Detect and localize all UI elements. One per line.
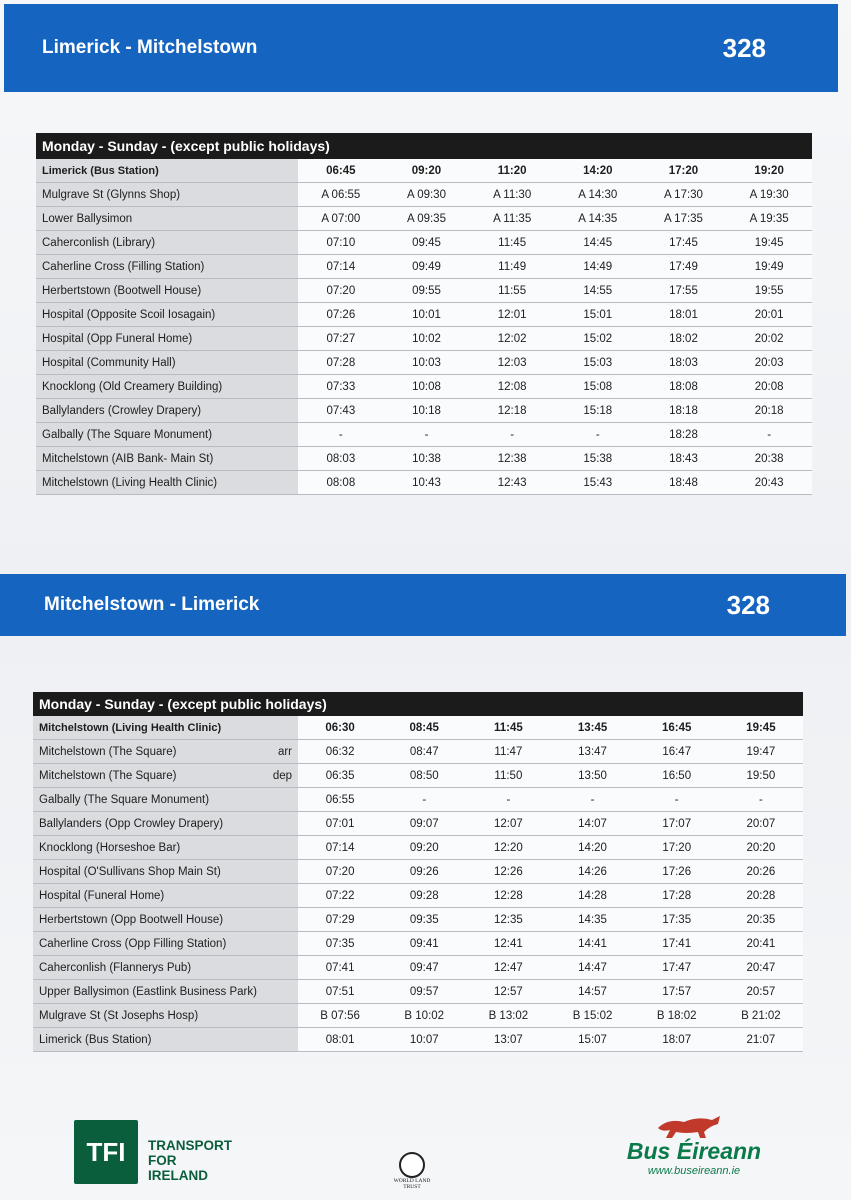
departure-time: 10:18 [384,399,470,423]
route-banner-inbound [0,574,846,636]
departure-time: - [635,788,719,812]
departure-time: 08:47 [382,740,466,764]
stop-label: Galbally (The Square Monument) [42,428,213,441]
departure-time: A 06:55 [298,183,384,207]
stop-name [36,207,298,231]
stop-label: Limerick (Bus Station) [39,1033,152,1046]
route-number: 328 [722,32,766,63]
departure-time: A 09:30 [384,183,470,207]
table-row [33,812,803,836]
table-row [36,471,812,495]
departure-time: 07:43 [298,399,384,423]
departure-time: 12:57 [466,980,550,1004]
departure-time: 14:49 [555,255,641,279]
departure-time: 09:57 [382,980,466,1004]
departure-time: 12:18 [469,399,555,423]
departure-time: 10:02 [384,327,470,351]
table-row [33,908,803,932]
departure-time: 18:18 [641,399,727,423]
departure-time: 20:08 [726,375,812,399]
departure-time: - [469,423,555,447]
departure-time: 06:45 [298,159,384,183]
departure-time: 07:22 [298,884,382,908]
departure-time: 14:35 [550,908,634,932]
stop-name [36,399,298,423]
table-header-row [33,716,803,740]
departure-time: A 14:35 [555,207,641,231]
departure-time: 17:28 [635,884,719,908]
departure-time: A 17:30 [641,183,727,207]
departure-time: A 11:30 [469,183,555,207]
departure-time: - [550,788,634,812]
departure-time: 12:26 [466,860,550,884]
departure-time: 14:20 [555,159,641,183]
stop-label: Hospital (Opposite Scoil Iosagain) [42,308,216,321]
departure-time: 18:28 [641,423,727,447]
departure-time: 08:08 [298,471,384,495]
departure-time: 14:55 [555,279,641,303]
departure-time: 21:07 [719,1028,803,1052]
stop-label: Hospital (Community Hall) [42,356,176,369]
departure-time: 18:48 [641,471,727,495]
departure-time: 11:20 [469,159,555,183]
stop-name [36,471,298,495]
stop-label: Ballylanders (Opp Crowley Drapery) [39,817,224,830]
departure-time: 08:45 [382,716,466,740]
table-row [36,303,812,327]
table-row [33,956,803,980]
bus-eireann-name: Bus Éireann [626,1138,762,1164]
departure-time: 07:20 [298,279,384,303]
departure-time: 11:47 [466,740,550,764]
stop-name [33,932,298,956]
tfi-line: IRELAND [148,1168,208,1183]
route-title: Limerick - Mitchelstown [42,37,258,58]
table-row [36,231,812,255]
days-label: Monday - Sunday - (except public holidays) [33,692,803,716]
departure-time: 18:08 [641,375,727,399]
departure-time: 07:28 [298,351,384,375]
arr-dep-label: dep [272,769,292,782]
departure-time: 07:27 [298,327,384,351]
departure-time: 09:35 [382,908,466,932]
world-land-trust-logo [388,1152,436,1188]
stop-name [33,884,298,908]
stop-name [36,351,298,375]
departure-time: A 19:35 [726,207,812,231]
table-row [36,255,812,279]
departure-time: 07:10 [298,231,384,255]
departure-time: 15:08 [555,375,641,399]
departure-time: 07:29 [298,908,382,932]
stop-label: Ballylanders (Crowley Drapery) [42,404,202,417]
stop-name [33,956,298,980]
stop-label: Mitchelstown (Living Health Clinic) [42,476,218,489]
departure-time: B 21:02 [719,1004,803,1028]
departure-time: 10:03 [384,351,470,375]
departure-time: 15:03 [555,351,641,375]
departure-time: - [466,788,550,812]
departure-time: 09:07 [382,812,466,836]
departure-time: A 19:30 [726,183,812,207]
stop-label: Caherconlish (Library) [42,236,156,249]
departure-time: 17:55 [641,279,727,303]
departure-time: 09:49 [384,255,470,279]
tfi-logo: TFI [74,1120,138,1184]
departure-time: 14:20 [550,836,634,860]
days-bar [36,133,812,159]
stop-name [33,1004,298,1028]
departure-time: 18:01 [641,303,727,327]
departure-time: 09:55 [384,279,470,303]
stop-name [33,1028,298,1052]
departure-time: 17:41 [635,932,719,956]
departure-time: 20:57 [719,980,803,1004]
departure-time: 18:03 [641,351,727,375]
departure-time: 10:07 [382,1028,466,1052]
stop-label: Hospital (Opp Funeral Home) [42,332,193,345]
table-row [36,327,812,351]
table-row [36,399,812,423]
departure-time: 17:57 [635,980,719,1004]
departure-time: 12:35 [466,908,550,932]
departure-time: 18:43 [641,447,727,471]
route-banner-outbound [4,4,838,92]
departure-time: 20:03 [726,351,812,375]
stop-name [33,764,298,788]
departure-time: 07:51 [298,980,382,1004]
departure-time: - [382,788,466,812]
stop-name [33,788,298,812]
stop-label: Lower Ballysimon [42,212,133,225]
stop-name [36,183,298,207]
table-row [36,279,812,303]
departure-time: 20:01 [726,303,812,327]
stop-name [36,375,298,399]
table-row [33,836,803,860]
departure-time: 06:35 [298,764,382,788]
departure-time: - [555,423,641,447]
departure-time: B 13:02 [466,1004,550,1028]
table-row [33,860,803,884]
departure-time: 12:43 [469,471,555,495]
departure-time: 20:47 [719,956,803,980]
departure-time: 12:20 [466,836,550,860]
departure-time: 19:45 [726,231,812,255]
departure-time: 11:49 [469,255,555,279]
departure-time: 18:07 [635,1028,719,1052]
departure-time: B 15:02 [550,1004,634,1028]
departure-time: 17:07 [635,812,719,836]
departure-time: 06:55 [298,788,382,812]
arr-dep-label: arr [277,745,292,758]
departure-time: 09:47 [382,956,466,980]
departure-time: 12:03 [469,351,555,375]
departure-time: 20:41 [719,932,803,956]
departure-time: 14:28 [550,884,634,908]
stop-label: Caherline Cross (Opp Filling Station) [39,937,227,950]
departure-time: 14:45 [555,231,641,255]
stop-label: Mitchelstown (The Square) [39,745,177,758]
departure-time: 12:28 [466,884,550,908]
departure-time: B 18:02 [635,1004,719,1028]
departure-time: 06:30 [298,716,382,740]
table-row [33,740,803,764]
stop-label: Caherline Cross (Filling Station) [42,260,205,273]
stop-name [33,980,298,1004]
stop-label: Mulgrave St (St Josephs Hosp) [39,1009,199,1022]
departure-time: 13:07 [466,1028,550,1052]
departure-time: 15:18 [555,399,641,423]
stop-label: Mulgrave St (Glynns Shop) [42,188,181,201]
days-bar [33,692,803,716]
departure-time: 20:20 [719,836,803,860]
table-row [36,351,812,375]
stop-name [33,860,298,884]
departure-time: 20:02 [726,327,812,351]
stop-label: Mitchelstown (Living Health Clinic) [39,721,222,734]
departure-time: B 10:02 [382,1004,466,1028]
stop-name [36,255,298,279]
departure-time: 13:47 [550,740,634,764]
departure-time: 07:20 [298,860,382,884]
stop-label: Upper Ballysimon (Eastlink Business Park) [39,985,257,998]
departure-time: - [384,423,470,447]
tfi-wordmark [148,1138,232,1183]
stop-label: Knocklong (Old Creamery Building) [42,380,223,393]
departure-time: 17:20 [635,836,719,860]
departure-time: 14:47 [550,956,634,980]
departure-time: A 17:35 [641,207,727,231]
departure-time: 09:28 [382,884,466,908]
departure-time: 07:01 [298,812,382,836]
departure-time: 07:33 [298,375,384,399]
departure-time: 07:35 [298,932,382,956]
departure-time: 09:26 [382,860,466,884]
table-row [33,884,803,908]
departure-time: 08:03 [298,447,384,471]
table-row [33,788,803,812]
departure-time: 20:38 [726,447,812,471]
departure-time: 06:32 [298,740,382,764]
departure-time: 17:47 [635,956,719,980]
departure-time: 12:41 [466,932,550,956]
timetable-outbound [36,133,812,495]
departure-time: 14:07 [550,812,634,836]
stop-name [36,447,298,471]
departure-time: 09:41 [382,932,466,956]
departure-time: 09:20 [384,159,470,183]
departure-time: 12:08 [469,375,555,399]
departure-time: 07:14 [298,255,384,279]
departure-time: 14:57 [550,980,634,1004]
departure-time: 20:07 [719,812,803,836]
tfi-line: FOR [148,1153,177,1168]
departure-time: 11:50 [466,764,550,788]
table-row [36,183,812,207]
departure-time: 07:26 [298,303,384,327]
departure-time: 20:43 [726,471,812,495]
departure-time: 11:55 [469,279,555,303]
departure-time: 14:41 [550,932,634,956]
departure-time: 20:18 [726,399,812,423]
route-number: 328 [726,589,770,620]
stop-name [36,423,298,447]
stop-name [33,740,298,764]
departure-time: 12:38 [469,447,555,471]
footer-logos [0,1100,851,1200]
red-setter-icon [654,1110,724,1140]
departure-time: 17:45 [641,231,727,255]
table-row [33,1004,803,1028]
stop-name [36,303,298,327]
departure-time: 17:35 [635,908,719,932]
departure-time: - [719,788,803,812]
globe-icon [399,1152,425,1178]
departure-time: 15:01 [555,303,641,327]
departure-time: 13:45 [550,716,634,740]
stop-label: Hospital (Funeral Home) [39,889,165,902]
table-row [33,764,803,788]
stop-label: Herbertstown (Bootwell House) [42,284,202,297]
departure-time: A 11:35 [469,207,555,231]
departure-time: 20:35 [719,908,803,932]
departure-time: 11:45 [469,231,555,255]
departure-time: 13:50 [550,764,634,788]
table-row [36,423,812,447]
stop-label: Knocklong (Horseshoe Bar) [39,841,181,854]
departure-time: 19:47 [719,740,803,764]
departure-time: 15:38 [555,447,641,471]
departure-time: 11:45 [466,716,550,740]
stop-name [33,716,298,740]
stop-name [33,836,298,860]
departure-time: 08:01 [298,1028,382,1052]
departure-time: 07:41 [298,956,382,980]
bus-eireann-url: www.buseireann.ie [647,1165,741,1177]
bus-eireann-logo [614,1110,774,1190]
stop-label: Limerick (Bus Station) [42,164,159,177]
stop-name [36,231,298,255]
departure-time: 15:43 [555,471,641,495]
departure-time: 16:45 [635,716,719,740]
departure-time: A 07:00 [298,207,384,231]
departure-time: 19:49 [726,255,812,279]
table-row [36,207,812,231]
departure-time: 19:55 [726,279,812,303]
departure-time: 20:28 [719,884,803,908]
stop-label: Mitchelstown (AIB Bank- Main St) [42,452,214,465]
departure-time: - [298,423,384,447]
stop-label: Mitchelstown (The Square) [39,769,177,782]
departure-time: 12:01 [469,303,555,327]
table-row [33,1028,803,1052]
departure-time: - [726,423,812,447]
stop-name [33,812,298,836]
stop-label: Herbertstown (Opp Bootwell House) [39,913,224,926]
table-row [36,447,812,471]
days-label: Monday - Sunday - (except public holidays) [36,133,812,159]
departure-time: 19:50 [719,764,803,788]
departure-time: 12:47 [466,956,550,980]
stop-name [33,908,298,932]
departure-time: 12:02 [469,327,555,351]
stop-name [36,279,298,303]
departure-time: 14:26 [550,860,634,884]
stop-label: Hospital (O'Sullivans Shop Main St) [39,865,221,878]
departure-time: 09:45 [384,231,470,255]
table-header-row [36,159,812,183]
departure-time: 19:45 [719,716,803,740]
departure-time: 15:02 [555,327,641,351]
route-title: Mitchelstown - Limerick [44,594,260,615]
departure-time: 20:26 [719,860,803,884]
departure-time: 17:49 [641,255,727,279]
departure-time: 10:08 [384,375,470,399]
stop-name [36,327,298,351]
departure-time: 09:20 [382,836,466,860]
departure-time: 08:50 [382,764,466,788]
departure-time: 17:26 [635,860,719,884]
departure-time: 15:07 [550,1028,634,1052]
departure-time: A 09:35 [384,207,470,231]
departure-time: 16:47 [635,740,719,764]
departure-time: 10:43 [384,471,470,495]
table-row [33,980,803,1004]
table-row [33,932,803,956]
departure-time: 10:38 [384,447,470,471]
departure-time: 17:20 [641,159,727,183]
stop-label: Caherconlish (Flannerys Pub) [39,961,192,974]
departure-time: 18:02 [641,327,727,351]
departure-time: 07:14 [298,836,382,860]
departure-time: 16:50 [635,764,719,788]
departure-time: 12:07 [466,812,550,836]
departure-time: A 14:30 [555,183,641,207]
tfi-line: TRANSPORT [148,1138,232,1153]
departure-time: 19:20 [726,159,812,183]
table-row [36,375,812,399]
stop-name [36,159,298,183]
timetable-inbound [33,692,803,1052]
departure-time: B 07:56 [298,1004,382,1028]
stop-label: Galbally (The Square Monument) [39,793,210,806]
wlt-label: WORLD LAND TRUST [393,1178,431,1190]
departure-time: 10:01 [384,303,470,327]
